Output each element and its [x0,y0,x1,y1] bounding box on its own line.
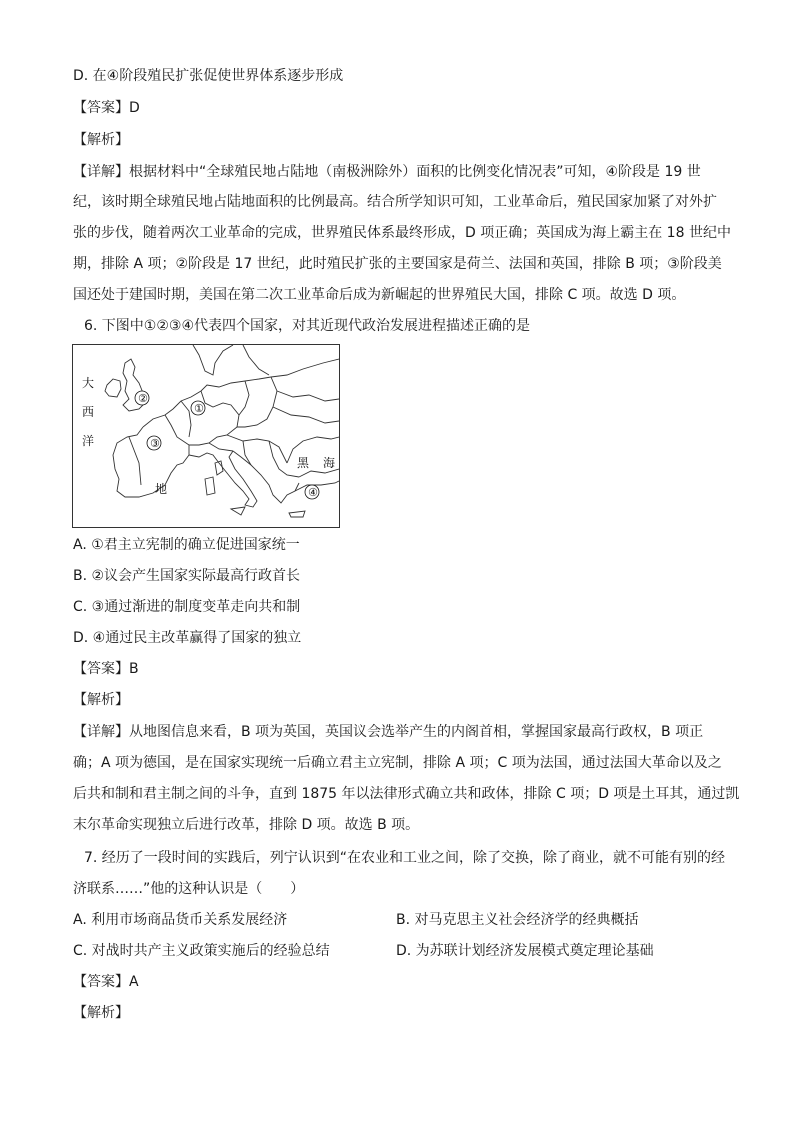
europe-map-svg [73,345,339,527]
border-poland-east [237,377,277,427]
border-danube [227,435,287,463]
answer-label: 【答案】 [73,100,129,116]
atlantic-label-3: 洋 [82,434,95,448]
italy-outline [189,451,257,507]
black-sea-label-2: 海 [323,456,336,470]
q5-detail-line-3: 张的步伐，随着两次工业革命的完成，世界殖民体系最终形成，D 项正确；英国成为海上霸主在 18 世纪中 [73,225,731,241]
q7-option-a: A. 利用市场商品货币关系发展经济 [73,912,288,928]
q5-detail-line-4: 期，排除 A 项；②阶段是 17 世纪，此时殖民扩张的主要国家是荷兰、法国和英国，排除 B 项；③阶段美 [73,256,722,272]
sicily-outline [231,507,245,515]
crete-outline [289,511,305,517]
country-1-label: ① [194,402,204,415]
sardinia-outline [205,477,215,495]
country-2-label: ② [138,392,148,405]
q6-detail-line-2: 确；A 项为德国，是在国家实现统一后确立君主立宪制，排除 A 项；C 项为法国，通过法国大革命以及之 [73,755,722,771]
q6-detail-line-3: 后共和制和君主制之间的斗争，直到 1875 年以法律形式确立共和政体，排除 C 项；D 项是土耳其，通过凯 [73,786,740,802]
border-portugal [129,437,141,485]
q7-stem-line-2: 济联系……”他的这种认识是（ ） [73,881,305,897]
q6-answer [73,659,139,679]
country-4-label: ④ [308,486,318,499]
q7-option-b: B. 对马克思主义社会经济学的经典概括 [396,912,639,928]
answer-value: A [129,974,139,990]
country-3-label: ③ [150,437,160,450]
q6-option-d: D. ④通过民主改革赢得了国家的独立 [73,630,302,646]
answer-value: B [129,661,139,677]
q7-option-c: C. 对战时共产主义政策实施后的经验总结 [73,943,330,959]
q6-option-c: C. ③通过渐进的制度变革走向共和制 [73,599,301,615]
detail-text: 从地图信息来看，B 项为英国，英国议会选举产生的内阁首相，掌握国家最高行政权，B 项正 [129,724,704,740]
q5-detail-line-2: 纪，该时期全球殖民地占陆地面积的比例最高。结合所学知识可知，工业革命后，殖民国家加紧了对外扩 [73,194,717,210]
baltic-outline [243,345,269,375]
answer-value: D [129,100,140,116]
border-ukraine [273,407,339,423]
detail-text: 根据材料中“全球殖民地占陆地（南极洲除外）面积的比例变化情况表”可知，④阶段是 19 世 [129,164,701,180]
q5-answer [73,98,140,118]
q7-stem-line-1: 7. 经历了一段时间的实践后，列宁认识到“在农业和工业之间，除了交换，除了商业，就不可能有别的经 [84,850,726,866]
turkey-north-coast [299,469,339,477]
border-alps [209,443,233,451]
q7-analysis-label: 【解析】 [73,1005,129,1021]
q5-option-d: D. 在④阶段殖民扩张促使世界体系逐步形成 [73,68,344,84]
answer-label: 【答案】 [73,661,129,677]
q6-option-b: B. ②议会产生国家实际最高行政首长 [73,568,301,584]
detail-label: 【详解】 [73,164,129,180]
answer-label: 【答案】 [73,974,129,990]
q5-analysis-label: 【解析】 [73,132,129,148]
border-baltic-east [277,391,339,401]
border-poland-west [239,381,249,415]
q6-analysis-label: 【解析】 [73,692,129,708]
atlantic-label-2: 西 [82,405,95,419]
q6-stem: 6. 下图中①②③④代表四个国家，对其近现代政治发展进程描述正确的是 [84,318,531,334]
scandinavia-outline [193,345,233,375]
border-france-east [165,415,189,455]
q7-option-d: D. 为苏联计划经济发展模式奠定理论基础 [396,943,654,959]
q5-detail-line-5: 国还处于建国时期，美国在第二次工业革命后成为新崛起的世界殖民大国，排除 C 项。故选 D 项。 [73,287,686,303]
border-romania-bulgaria [269,441,299,477]
q6-option-a: A. ①君主立宪制的确立促进国家统一 [73,537,300,553]
border-benelux [181,401,191,437]
detail-label: 【详解】 [73,724,129,740]
q5-detail-line-1 [73,162,701,182]
q6-detail-line-4: 末尔革命实现独立后进行改革，排除 D 项。故选 B 项。 [73,817,420,833]
atlantic-label-1: 大 [82,376,95,390]
black-sea-label-1: 黑 [297,456,310,470]
q6-detail-line-1 [73,722,703,742]
ireland-outline [105,379,121,397]
europe-map [72,344,340,528]
q7-answer [73,972,139,992]
mediterranean-label: 地 [155,482,168,496]
